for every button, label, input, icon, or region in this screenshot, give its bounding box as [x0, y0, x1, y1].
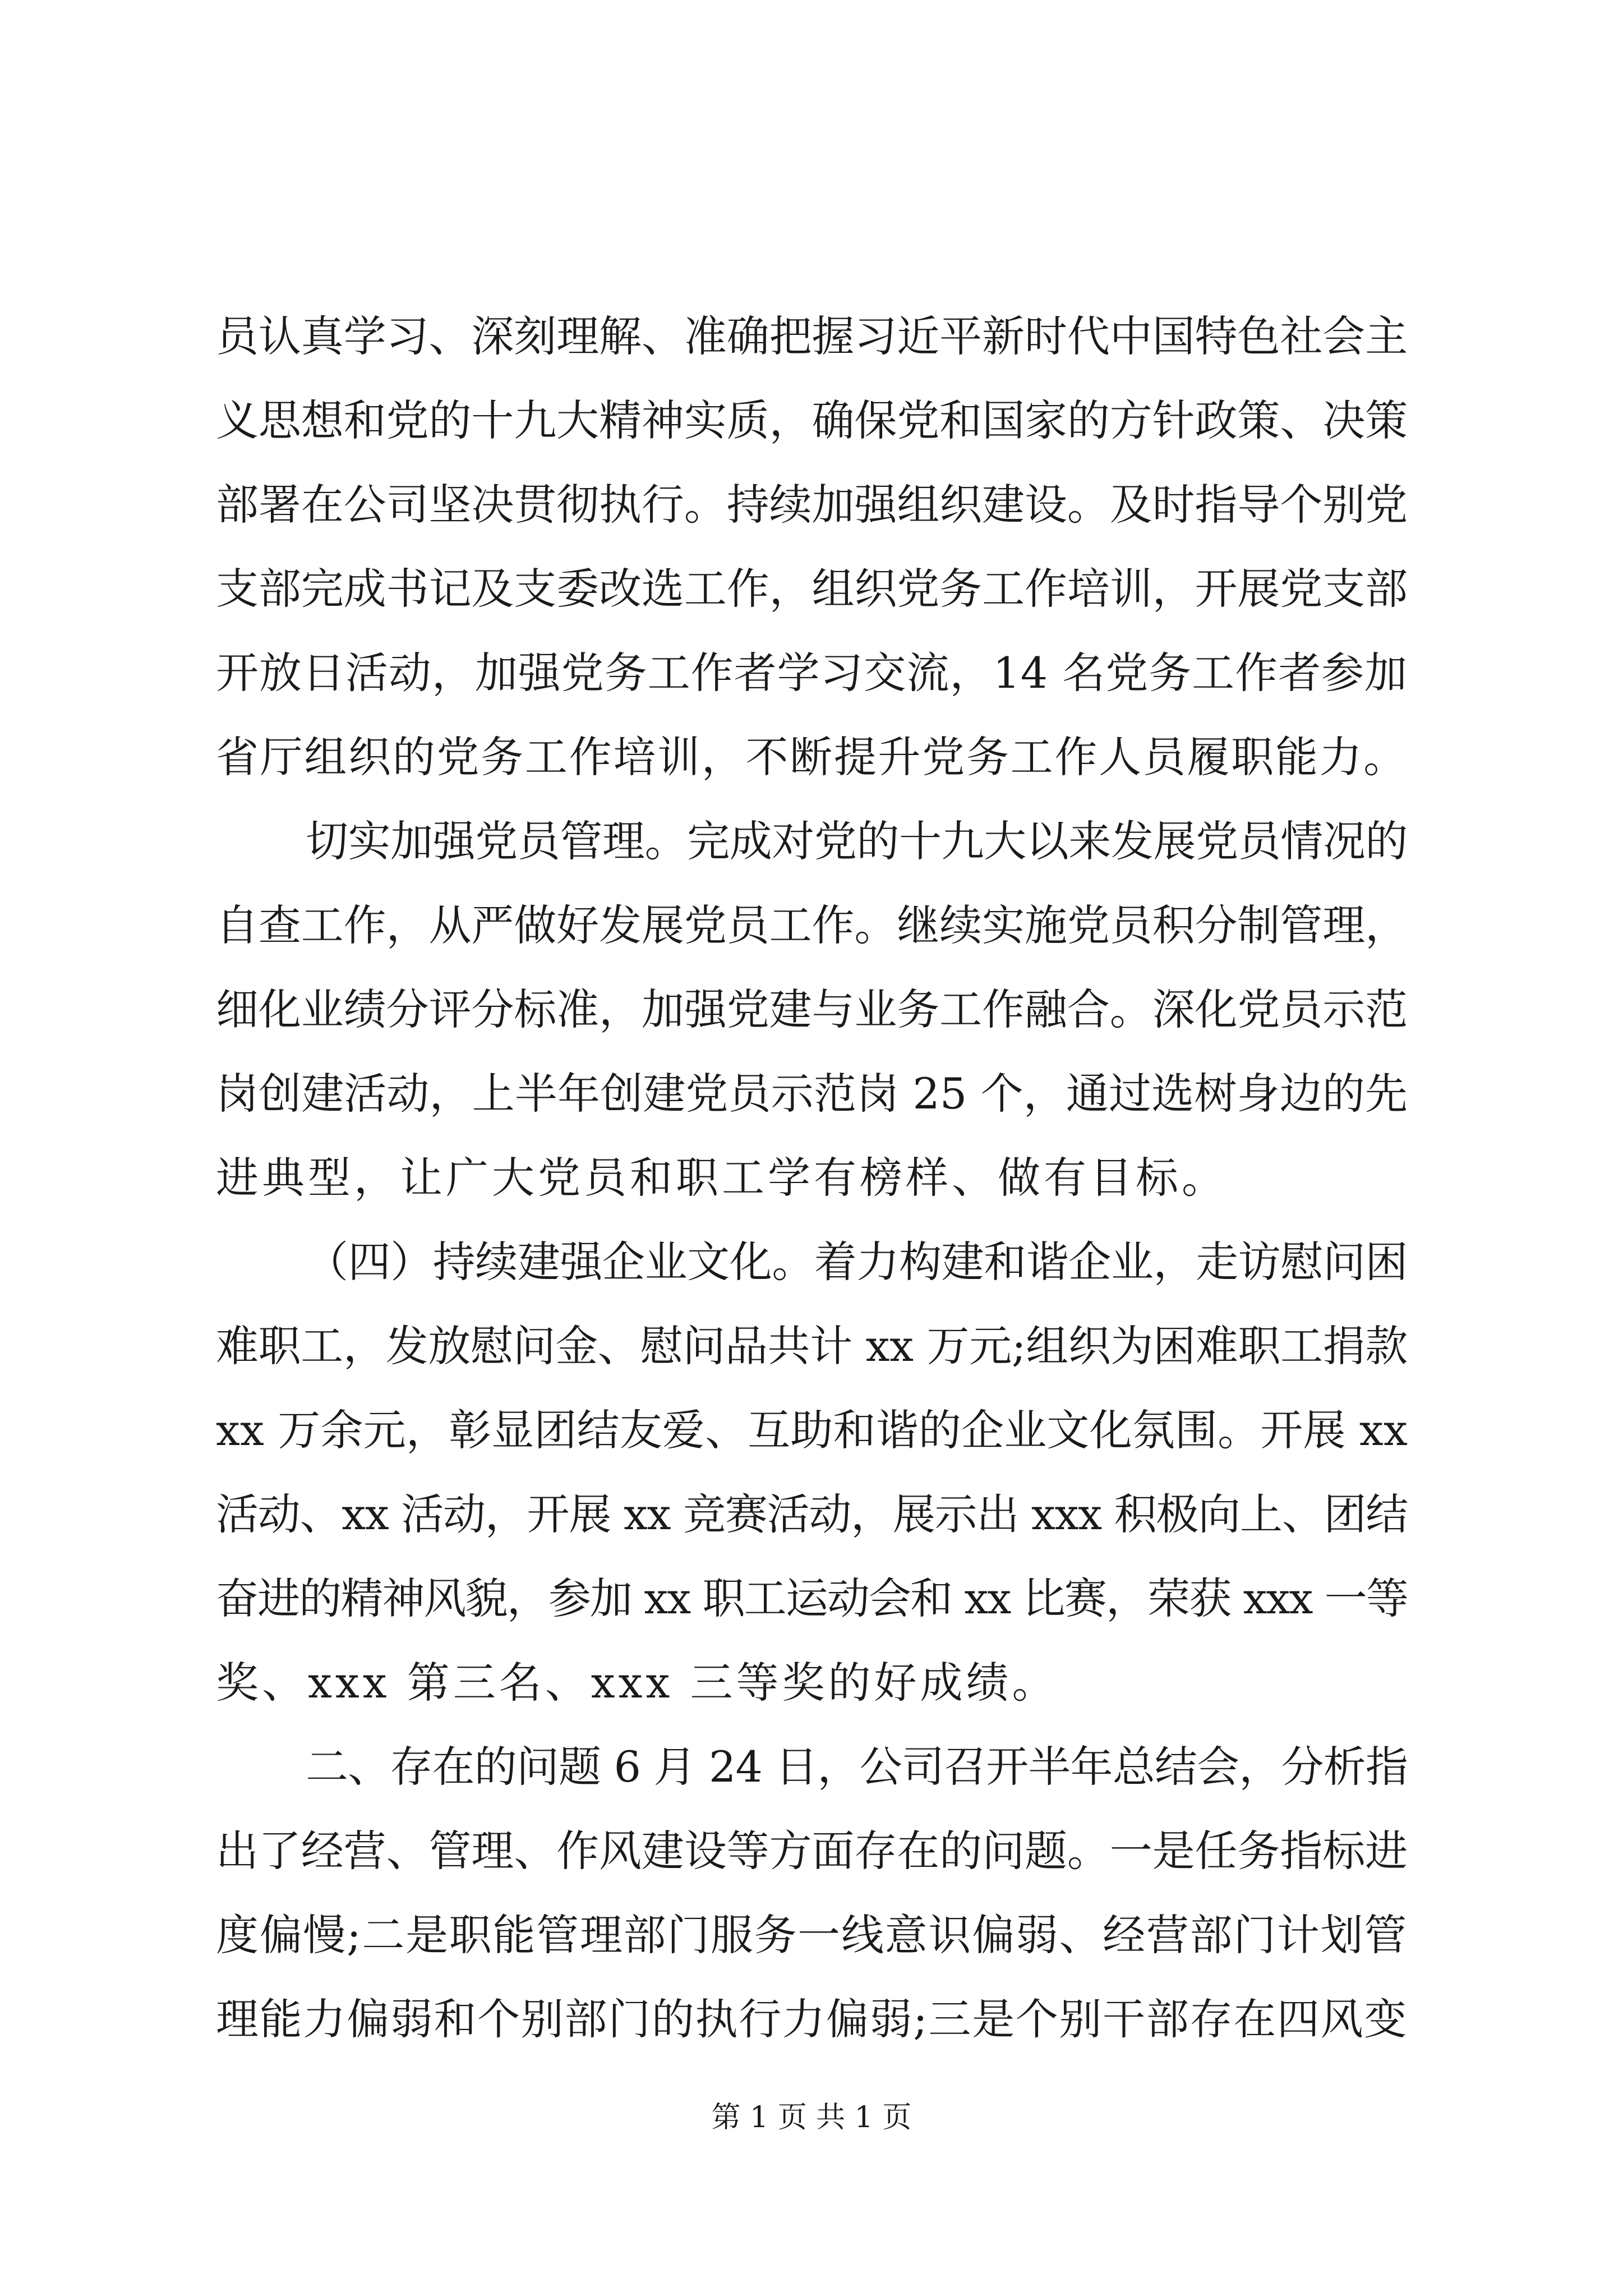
line-text: xx 万余元，彰显团结友爱、互助和谐的企业文化氛围。开展 xx	[216, 1405, 1408, 1455]
line-text: 进典型，让广大党员和职工学有榜样、做有目标。	[216, 1153, 1228, 1203]
line-text: 开放日活动，加强党务工作者学习交流，14 名党务工作者参加	[216, 648, 1408, 698]
text-line	[0, 1388, 1623, 1473]
text-line	[0, 379, 1623, 463]
text-line	[0, 715, 1623, 799]
line-text: 细化业绩分评分标准，加强党建与业务工作融合。深化党员示范	[216, 984, 1408, 1034]
text-line	[0, 295, 1623, 379]
line-text: 员认真学习、深刻理解、准确把握习近平新时代中国特色社会主	[216, 311, 1408, 361]
line-text: 难职工，发放慰问金、慰问品共计 xx 万元;组织为困难职工捐款	[216, 1321, 1408, 1371]
line-text: 自查工作，从严做好发展党员工作。继续实施党员积分制管理，	[216, 900, 1408, 950]
line-text: 奋进的精神风貌，参加 xx 职工运动会和 xx 比赛，荣获 xxx 一等	[216, 1573, 1408, 1623]
text-line	[0, 1557, 1623, 1641]
line-text: 岗创建活动，上半年创建党员示范岗 25 个，通过选树身边的先	[216, 1069, 1408, 1119]
line-text: 出了经营、管理、作风建设等方面存在的问题。一是任务指标进	[216, 1826, 1408, 1876]
page-footer: 第 1 页 共 1 页	[711, 2101, 912, 2134]
line-text: 奖、xxx 第三名、xxx 三等奖的好成绩。	[216, 1658, 1058, 1708]
line-text: 度偏慢;二是职能管理部门服务一线意识偏弱、经营部门计划管	[216, 1910, 1408, 1960]
text-line	[0, 1220, 1623, 1304]
text-line	[0, 884, 1623, 968]
line-text: 理能力偏弱和个别部门的执行力偏弱;三是个别干部存在四风变	[216, 1994, 1408, 2044]
text-line	[0, 631, 1623, 715]
line-text: 省厅组织的党务工作培训，不断提升党务工作人员履职能力。	[216, 732, 1408, 782]
line-text: 切实加强党员管理。完成对党的十九大以来发展党员情况的	[306, 816, 1408, 866]
line-text: 活动、xx 活动，开展 xx 竞赛活动，展示出 xxx 积极向上、团结	[216, 1489, 1408, 1539]
text-line	[0, 799, 1623, 884]
line-text: 二、存在的问题 6 月 24 日，公司召开半年总结会，分析指	[306, 1742, 1408, 1792]
text-line	[0, 1473, 1623, 1557]
text-line	[0, 1641, 1623, 1725]
line-text: 支部完成书记及支委改选工作，组织党务工作培训，开展党支部	[216, 564, 1408, 614]
text-line	[0, 1809, 1623, 1893]
text-line	[0, 1052, 1623, 1136]
line-text: （四）持续建强企业文化。着力构建和谐企业，走访慰问困	[306, 1237, 1408, 1287]
text-line	[0, 463, 1623, 547]
line-text: 部署在公司坚决贯彻执行。持续加强组织建设。及时指导个别党	[216, 480, 1408, 530]
text-line	[0, 968, 1623, 1052]
text-line	[0, 1725, 1623, 1809]
text-line	[0, 1136, 1623, 1220]
line-text: 义思想和党的十九大精神实质，确保党和国家的方针政策、决策	[216, 395, 1408, 445]
text-line	[0, 1304, 1623, 1388]
text-line	[0, 547, 1623, 631]
text-line	[0, 1893, 1623, 1977]
text-line	[0, 1977, 1623, 2062]
